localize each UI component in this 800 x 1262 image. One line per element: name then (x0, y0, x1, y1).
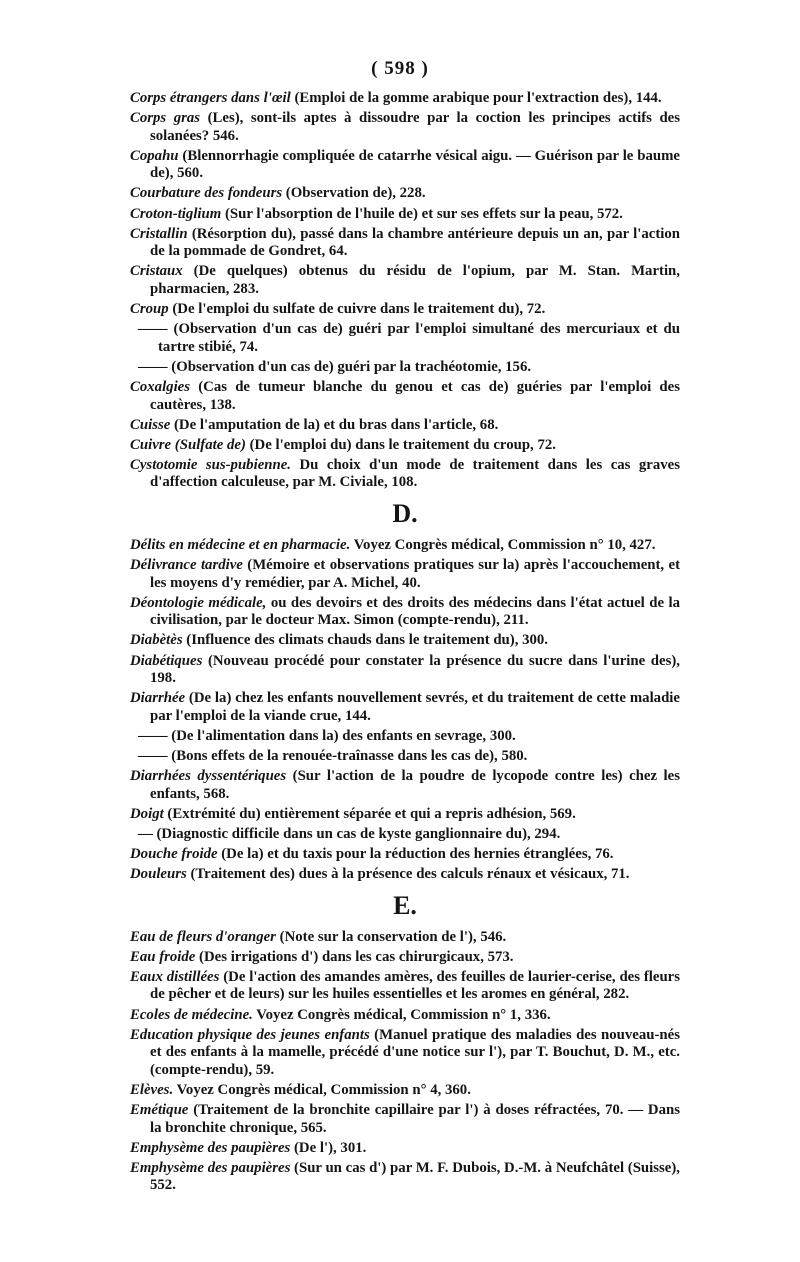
entry-keyword: Cystotomie sus-pubienne. (130, 456, 291, 473)
entry-keyword: Cuivre (Sulfate de) (130, 436, 246, 453)
index-entry (130, 457, 680, 492)
entry-text: (Sur l'absorption de l'huile de) et sur ses effets sur la peau, 572. (221, 205, 623, 222)
index-subentry (130, 826, 680, 844)
entry-keyword: Diabétiques (130, 652, 203, 669)
page-number: ( 598 ) (371, 58, 429, 79)
entry-text: Voyez Congrès médical, Commission n° 10, 427. (350, 536, 656, 553)
entry-keyword: Cuisse (130, 416, 171, 433)
entry-text: ou des devoirs et des droits des médecins dans l'état actuel de la civilisation, par le docteur Max. Simon (compte-rendu), 211. (150, 594, 680, 629)
entry-keyword: Douleurs (130, 866, 187, 883)
entry-text: Voyez Congrès médical, Commission n° 1, 336. (252, 1006, 551, 1023)
entry-keyword: Ecoles de médecine. (130, 1006, 253, 1023)
index-entry (130, 537, 680, 555)
index-entry (130, 90, 680, 108)
index-entry (130, 437, 680, 455)
entry-keyword: Délivrance tardive (130, 557, 243, 574)
index-entry (130, 595, 680, 630)
entry-text: (Extrémité du) entièrement séparée et qui a repris adhésion, 569. (163, 805, 576, 822)
index-entry (130, 226, 680, 261)
index-entry (130, 1082, 680, 1100)
index-entry (130, 632, 680, 650)
index-entry (130, 949, 680, 967)
entry-text: (De la) et du taxis pour la réduction des hernies étranglées, 76. (217, 845, 614, 862)
entry-text: (De l'action des amandes amères, des feuilles de laurier-cerise, des fleurs de pêcher et de leurs) sur les huiles essentielles et les aromes en général, 282. (150, 968, 681, 1003)
section-letter-heading: E. (393, 890, 417, 920)
entry-text: (De l'amputation de la) et du bras dans l'article, 68. (170, 416, 499, 433)
entry-keyword: Eau froide (130, 948, 196, 965)
entry-keyword: Croup (130, 301, 169, 318)
index-entry (130, 846, 680, 864)
entry-text: (De l'emploi du) dans le traitement du croup, 72. (245, 436, 556, 453)
entry-keyword: Doigt (130, 805, 164, 822)
index-entry (130, 148, 680, 183)
entry-keyword: —— (138, 748, 168, 764)
entry-text: (Influence des climats chauds dans le traitement du), 300. (182, 632, 549, 649)
entry-keyword: Cristaux (130, 263, 183, 280)
entry-keyword: —— (138, 727, 168, 744)
entry-text: (Nouveau procédé pour constater la présence du sucre dans l'urine des), 198. (150, 652, 680, 687)
entry-text: (Résorption du), passé dans la chambre antérieure depuis un an, par l'action de la pommade de Gondret, 64. (150, 225, 680, 260)
entry-text: (Observation de), 228. (282, 185, 426, 202)
section-letter-heading: D. (392, 498, 418, 528)
entry-text: (Des irrigations d') dans les cas chirurgicaux, 573. (195, 948, 514, 965)
index-entry (130, 690, 680, 725)
entry-text: (Observation d'un cas de) guéri par l'emploi simultané des mercuriaux et du tartre stibié, 74. (158, 321, 680, 355)
entry-keyword: —— (138, 358, 168, 375)
entry-keyword: Délits en médecine et en pharmacie. (130, 536, 351, 553)
entry-keyword: Diarrhée (130, 690, 186, 707)
entry-text: (Observation d'un cas de) guéri par la trachéotomie, 156. (167, 358, 532, 375)
entry-text: (Manuel pratique des maladies des nouveau-nés et des enfants à la mamelle, précédé d'une notice sur l'), par T. Bouchut, D. M., etc. (compte-rendu), 59. (150, 1026, 680, 1078)
entry-text: (Mémoire et observations pratiques sur la) après l'accouchement, et les moyens d'y remédier, par A. Michel, 40. (150, 557, 681, 591)
entry-text: (Les), sont-ils aptes à dissoudre par la coction les principes actifs des solanées? 546. (150, 110, 680, 144)
index-column (130, 90, 680, 1197)
entry-text: (De quelques) obtenus du résidu de l'opium, par M. Stan. Martin, pharmacien, 283. (150, 263, 680, 297)
entry-keyword: Douche froide (130, 845, 218, 862)
index-entry (130, 1102, 680, 1137)
entry-text: Voyez Congrès médical, Commission n° 4, 360. (173, 1081, 471, 1098)
index-subentry (130, 359, 680, 377)
entry-keyword: Diarrhées dyssentériques (130, 768, 287, 785)
entry-text: (Traitement de la bronchite capillaire par l') à doses réfractées, 70. — Dans la bronchite chronique, 565. (150, 1102, 680, 1136)
index-entry (130, 1160, 680, 1195)
entry-keyword: Elèves. (130, 1081, 174, 1098)
entry-keyword: Cristallin (130, 225, 188, 242)
entry-keyword: Emétique (130, 1102, 189, 1118)
index-entry (130, 866, 680, 884)
index-entry (130, 1027, 680, 1080)
entry-text: (De l'), 301. (290, 1139, 367, 1156)
entry-keyword: Copahu (130, 147, 179, 164)
entry-text: (Blennorrhagie compliquée de catarrhe vésical aigu. — Guérison par le baume de), 560. (150, 147, 680, 182)
entry-text: (Emploi de la gomme arabique pour l'extraction des), 144. (290, 90, 662, 106)
index-entry (130, 379, 680, 414)
entry-text: (Traitement des) dues à la présence des calculs rénaux et vésicaux, 71. (186, 866, 630, 883)
entry-keyword: Courbature des fondeurs (130, 185, 283, 202)
entry-text: Du choix d'un mode de traitement dans les cas graves d'affection calculeuse, par M. Civiale, 108. (150, 456, 680, 491)
index-entry (130, 806, 680, 824)
entry-text: (De l'alimentation dans la) des enfants en sevrage, 300. (167, 727, 516, 744)
entry-keyword: Coxalgies (130, 378, 191, 395)
entry-keyword: Diabètès (130, 632, 183, 649)
index-subentry (130, 728, 680, 746)
index-entry (130, 1007, 680, 1025)
entry-keyword: Croton-tiglium (130, 205, 222, 222)
index-entry (130, 768, 680, 803)
index-entry (130, 653, 680, 688)
entry-text: (Diagnostic difficile dans un cas de kyste ganglionnaire du), 294. (152, 825, 561, 842)
index-entry (130, 110, 680, 145)
entry-keyword: —— (138, 321, 168, 338)
index-subentry (130, 321, 680, 356)
index-entry (130, 185, 680, 203)
entry-keyword: Education physique des jeunes enfants (130, 1026, 370, 1043)
index-entry (130, 417, 680, 435)
entry-text: (Sur l'action de la poudre de lycopode contre les) chez les enfants, 568. (150, 768, 680, 802)
index-entry (130, 969, 680, 1004)
entry-keyword: Emphysème des paupières (130, 1139, 291, 1156)
index-entry (130, 263, 680, 298)
entry-text: (Sur un cas d') par M. F. Dubois, D.-M. à Neufchâtel (Suisse), 552. (150, 1159, 680, 1194)
index-entry (130, 1140, 680, 1158)
index-subentry (130, 748, 680, 766)
entry-keyword: Eau de fleurs d'oranger (130, 928, 276, 945)
index-entry (130, 929, 680, 947)
entry-keyword: Déontologie médicale, (130, 594, 267, 611)
entry-text: (De l'emploi du sulfate de cuivre dans le traitement du), 72. (168, 301, 546, 318)
index-entry (130, 206, 680, 224)
entry-keyword: Eaux distillées (130, 968, 220, 985)
entry-text: (Note sur la conservation de l'), 546. (275, 928, 507, 945)
entry-keyword: Emphysème des paupières (130, 1159, 291, 1176)
entry-keyword: Corps étrangers dans l'œil (130, 90, 291, 106)
entry-text: (Bons effets de la renouée-traînasse dans les cas de), 580. (167, 748, 528, 764)
index-entry (130, 301, 680, 319)
entry-keyword: Corps gras (130, 110, 201, 127)
entry-text: (Cas de tumeur blanche du genou et cas de) guéries par l'emploi des cautères, 138. (150, 378, 680, 413)
entry-text: (De la) chez les enfants nouvellement sevrés, et du traitement de cette maladie par l'emploi de la viande crue, 144. (150, 690, 680, 724)
index-entry (130, 557, 680, 592)
entry-keyword: — (138, 825, 153, 842)
